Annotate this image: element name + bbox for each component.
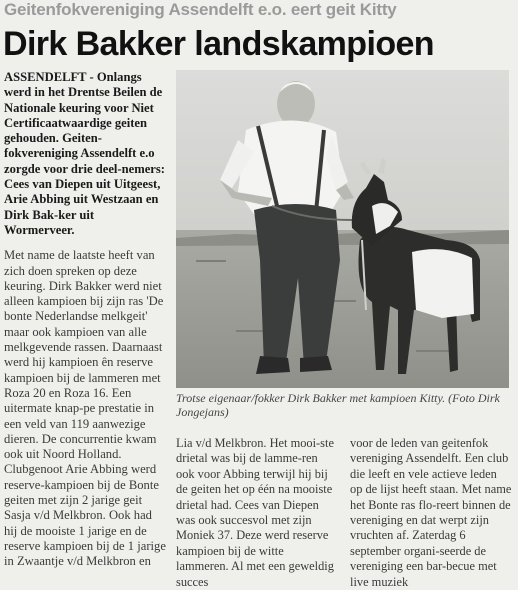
photo-illustration bbox=[176, 70, 509, 388]
kicker-headline: Geitenfokvereniging Assendelft e.o. eert geit Kitty bbox=[4, 0, 397, 19]
dateline: ASSENDELFT - bbox=[4, 70, 94, 84]
body-text-column-3: voor de leden van geitenfok vereniging Assendelft. Een club die leeft en vele actieve leden op de lijst heeft staan. Met name het Bonte ras flo-reert binnen de vereniging en dat werpt zijn vruchten af. Zaterdag 6 september organi-seerde de vereniging een bar-becue met live muziek bbox=[350, 436, 512, 589]
article-photo bbox=[176, 70, 509, 388]
photo-caption: Trotse eigenaar/fokker Dirk Bakker met kampioen Kitty. (Foto Dirk Jongejans) bbox=[176, 391, 500, 419]
lead-paragraph bbox=[4, 70, 166, 238]
article-column-1 bbox=[4, 70, 166, 570]
page-title: Dirk Bakker landskampioen bbox=[3, 25, 434, 63]
body-text-column-1: Met name de laatste heeft van zich doen spreken op deze keuring. Dirk Bakker werd niet alleen kampioen bij zijn ras 'De bonte Nederlandse melkgeit' maar ook kampioen van alle melkgevende rassen. Daarnaast werd hij kampioen ên reserve kampioen bij de lammeren met Roza 20 en Roza 16. Een uitermate knap-pe prestatie in een veld van 119 aanwezige dieren. De concurrentie kwam ook uit Noord Holland. Clubgenoot Arie Abbing werd reserve-kampioen bij de Bonte geiten met zijn 2 jarige geit Sasja v/d Melkbron. Ook had hij de mooiste 1 jarige en de reserve kampioen bij de 1 jarige in Zwaantje v/d Melkbron en bbox=[4, 248, 166, 569]
body-text-column-2: Lia v/d Melkbron. Het mooi-ste drietal was bij de lamme-ren ook voor Abbing terwijl hij bij de geiten het op één na mooiste drietal had. Cees van Diepen was ook succesvol met zijn Moniek 37. Deze werd reserve kampioen bij de witte lammeren. Al met een geweldig succes bbox=[176, 436, 334, 589]
lead-text: Onlangs werd in het Drentse Beilen de Nationale keuring voor Niet Certificaatwaardige geiten gehouden. Geiten-fokvereniging Assendelft e.o zorgde voor drie deel-nemers: Cees van Diepen uit Uitgeest, Arie Abbing uit Westzaan en Dirk Bak-ker uit Wormerveer. bbox=[4, 70, 165, 237]
